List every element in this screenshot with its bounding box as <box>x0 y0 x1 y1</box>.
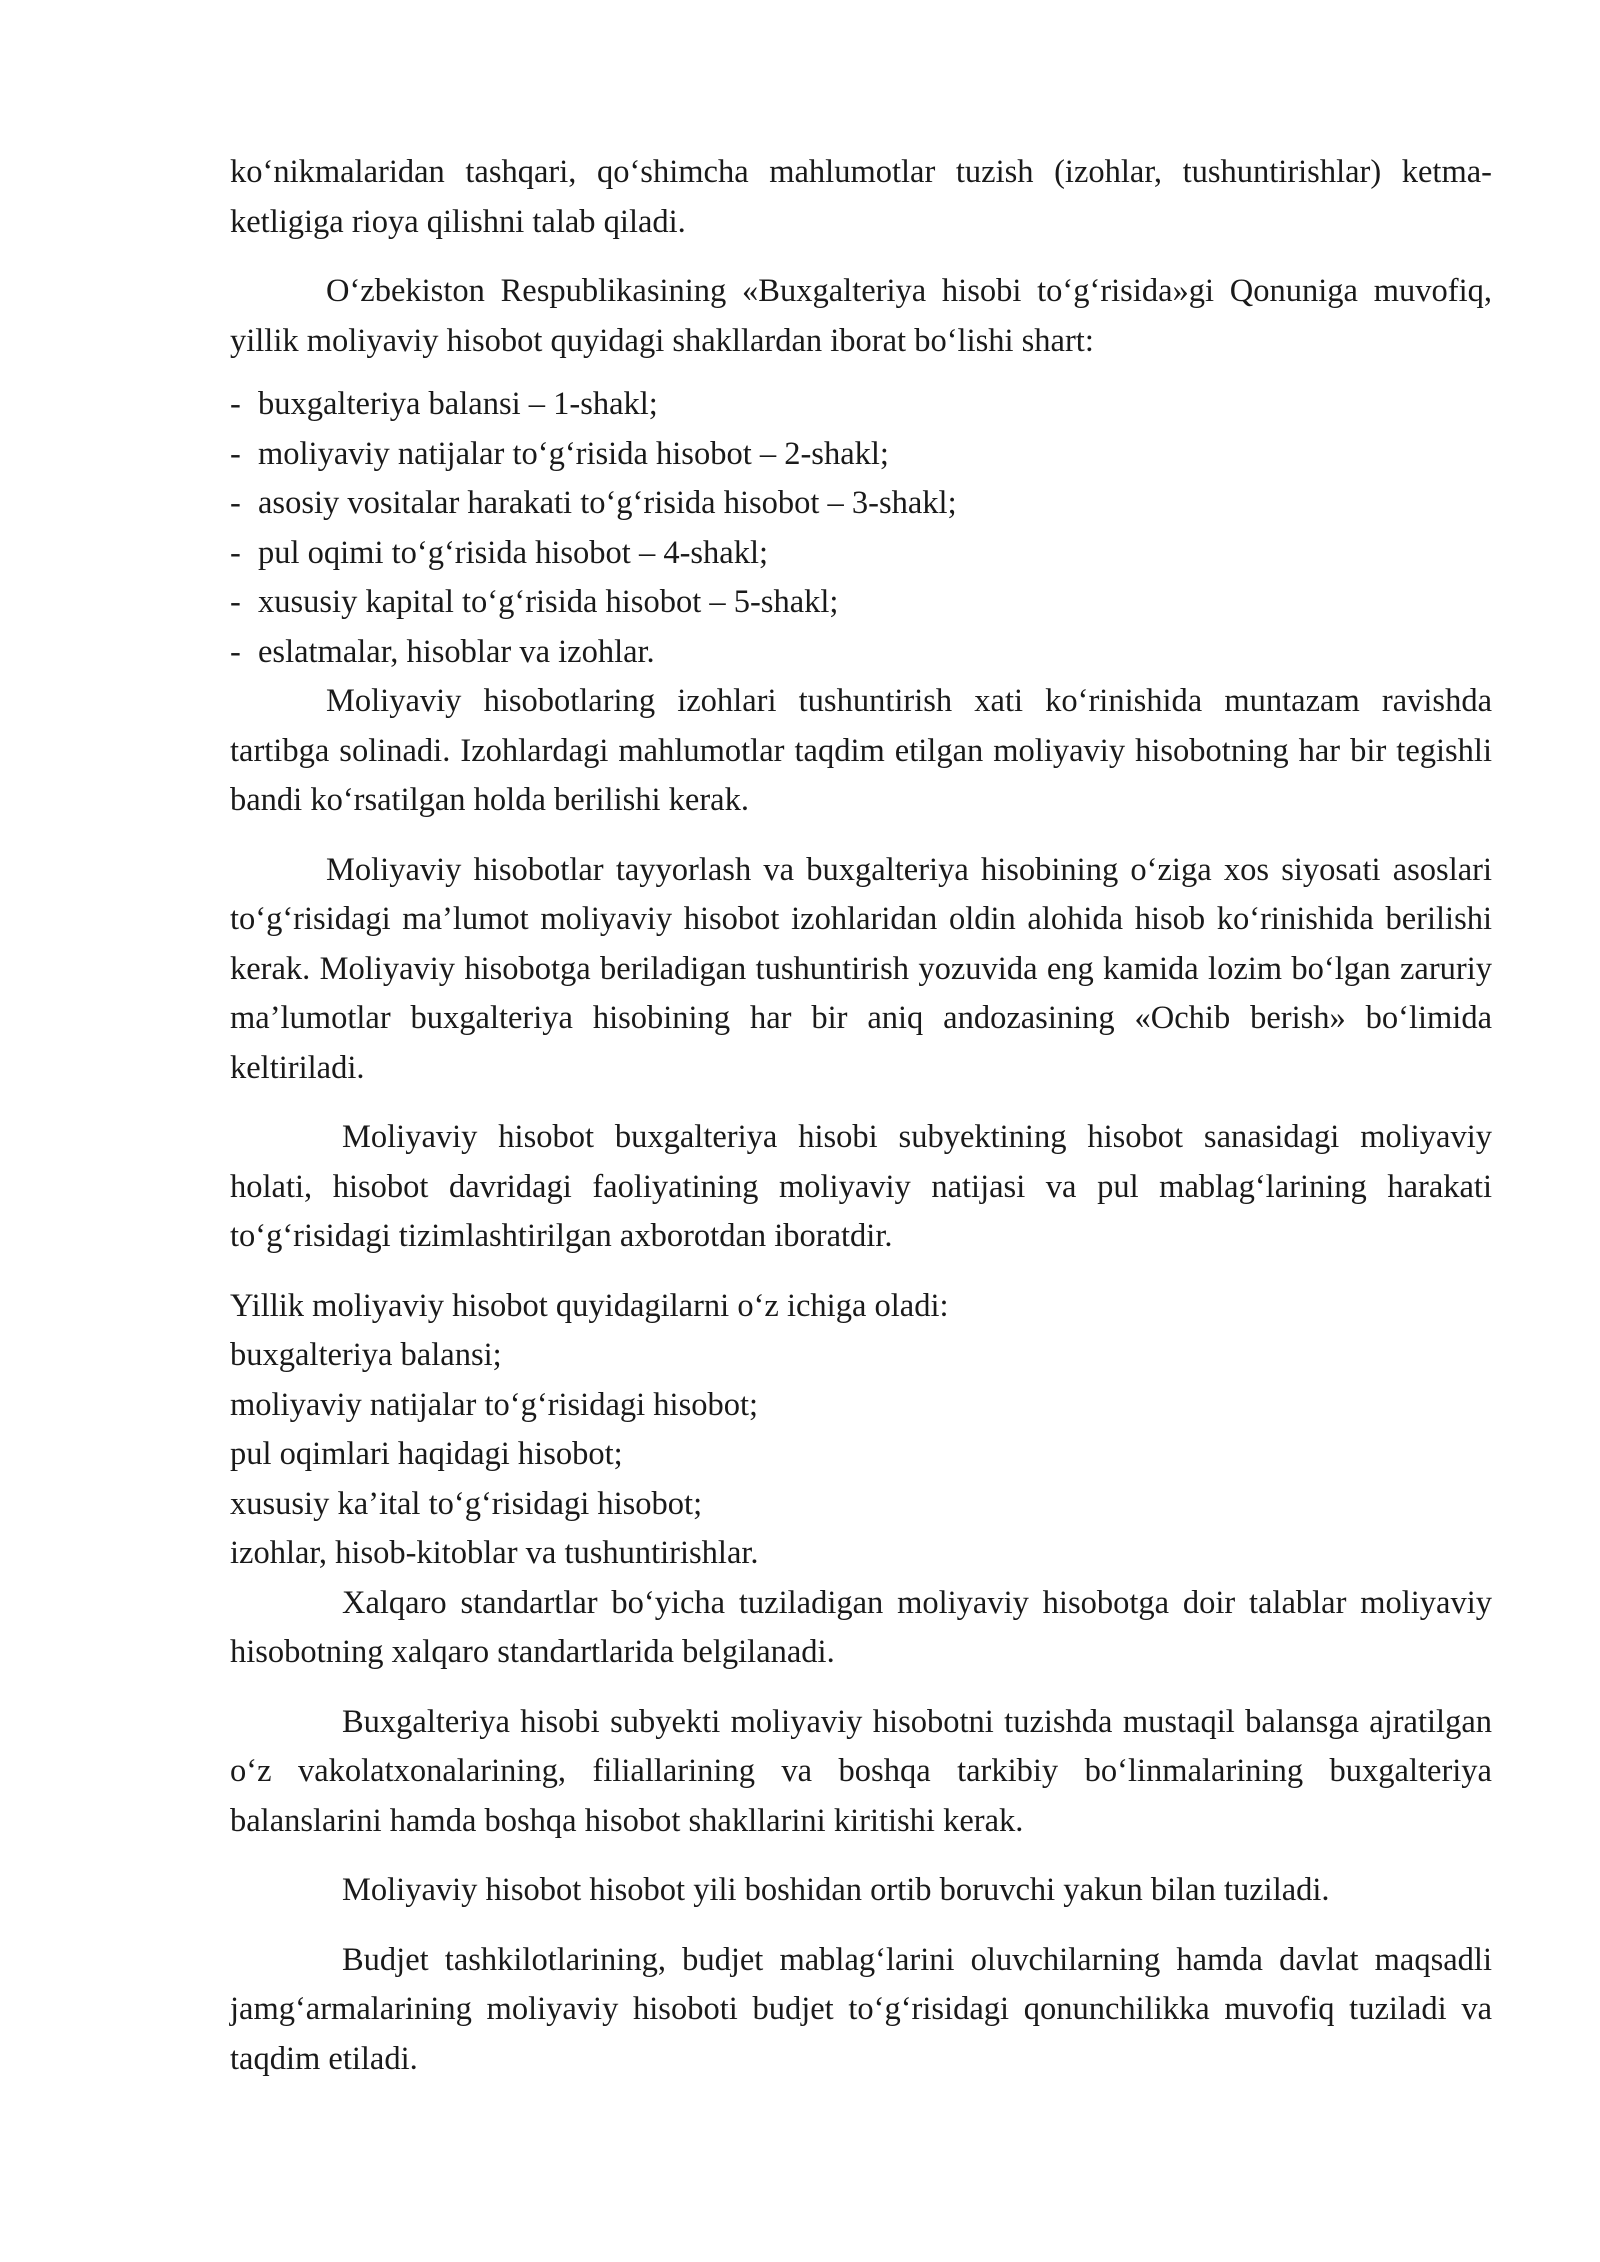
list-marker: - <box>230 386 241 422</box>
paragraph-annual-intro: Yillik moliyaviy hisobot quyidagilarni o‘z ichiga oladi: <box>230 1287 949 1324</box>
list-item: moliyaviy natijalar to‘g‘risidagi hisobot; <box>230 1386 759 1423</box>
paragraph-cumulative: Moliyaviy hisobot hisobot yili boshidan ortib boruvchi yakun bilan tuziladi. <box>342 1872 1330 1908</box>
document-page <box>230 148 1492 2104</box>
paragraph-international-standards: Xalqaro standartlar bo‘yicha tuziladigan moliyaviy hisobotga doir talablar moliyaviy hisobotning xalqaro standartlarida belgilanadi. <box>230 1584 1492 1670</box>
paragraph-law-reference: O‘zbekiston Respublikasining «Buxgalteriya hisobi to‘g‘risida»gi Qonuniga muvofiq, yillik moliyaviy hisobot quyidagi shakllardan iborat bo‘lishi shart: <box>230 273 1492 359</box>
list-item: - buxgalteriya balansi – 1-shakl; <box>230 380 1492 430</box>
report-forms-list <box>230 380 1492 677</box>
list-item: izohlar, hisob-kitoblar va tushuntirishlar. <box>230 1535 759 1571</box>
list-marker: - <box>230 584 241 620</box>
paragraph-budget: Budjet tashkilotlarining, budjet mablag‘larini oluvchilarning hamda davlat maqsadli jamg‘armalarining moliyaviy hisoboti budjet to‘g‘risidagi qonunchilikka muvofiq tuziladi va taqdim etiladi. <box>230 1941 1492 2077</box>
list-marker: - <box>230 485 241 521</box>
list-item: - xususiy kapital to‘g‘risida hisobot – 5-shakl; <box>230 578 1492 628</box>
paragraph-branches: Buxgalteriya hisobi subyekti moliyaviy hisobotni tuzishda mustaqil balansga ajratilgan o‘z vakolatxonalarining, filiallarining va boshqa tarkibiy bo‘linmalarining buxgalteriya balanslarini hamda boshqa hisobot shakllarini kiritishi kerak. <box>230 1703 1492 1839</box>
list-marker: - <box>230 435 241 472</box>
list-item: buxgalteriya balansi; <box>230 1337 502 1373</box>
list-marker: - <box>230 534 241 571</box>
paragraph-notes: Moliyaviy hisobotlaring izohlari tushuntirish xati ko‘rinishida muntazam ravishda tartibga solinadi. Izohlardagi mahlumotlar taqdim etilgan moliyaviy hisobotning har bir tegishli bandi ko‘rsatilgan holda berilishi kerak. <box>230 683 1492 818</box>
paragraph-policy: Moliyaviy hisobotlar tayyorlash va buxgalteriya hisobining o‘ziga xos siyosati asoslari to‘g‘risidagi ma’lumot moliyaviy hisobot izohlaridan oldin alohida hisob ko‘rinishida berilishi kerak. Moliyaviy hisobotga beriladigan tushuntirish yozuvida eng kamida lozim bo‘lgan zaruriy ma’lumotlar buxgalteriya hisobining har bir aniq andozasining «Ochib berish» bo‘limida keltiriladi. <box>230 851 1492 1086</box>
paragraph-continuation: ko‘nikmalaridan tashqari, qo‘shimcha mahlumotlar tuzish (izohlar, tushuntirishlar) ketma-ketligiga rioya qilishni talab qiladi. <box>230 154 1492 240</box>
annual-report-list <box>230 1331 1492 1579</box>
list-item: xususiy ka’ital to‘g‘risidagi hisobot; <box>230 1485 703 1522</box>
list-item: - asosiy vositalar harakati to‘g‘risida hisobot – 3-shakl; <box>230 479 1492 529</box>
list-item: - pul oqimi to‘g‘risida hisobot – 4-shakl; <box>230 529 1492 579</box>
list-marker: - <box>230 633 241 670</box>
paragraph-definition: Moliyaviy hisobot buxgalteriya hisobi subyektining hisobot sanasidagi moliyaviy holati, hisobot davridagi faoliyatining moliyaviy natijasi va pul mablag‘larining harakati to‘g‘risidagi tizimlashtirilgan axborotdan iboratdir. <box>230 1119 1492 1254</box>
list-item: - eslatmalar, hisoblar va izohlar. <box>230 628 1492 678</box>
list-item: - moliyaviy natijalar to‘g‘risida hisobot – 2-shakl; <box>230 430 1492 480</box>
list-item: pul oqimlari haqidagi hisobot; <box>230 1436 623 1472</box>
